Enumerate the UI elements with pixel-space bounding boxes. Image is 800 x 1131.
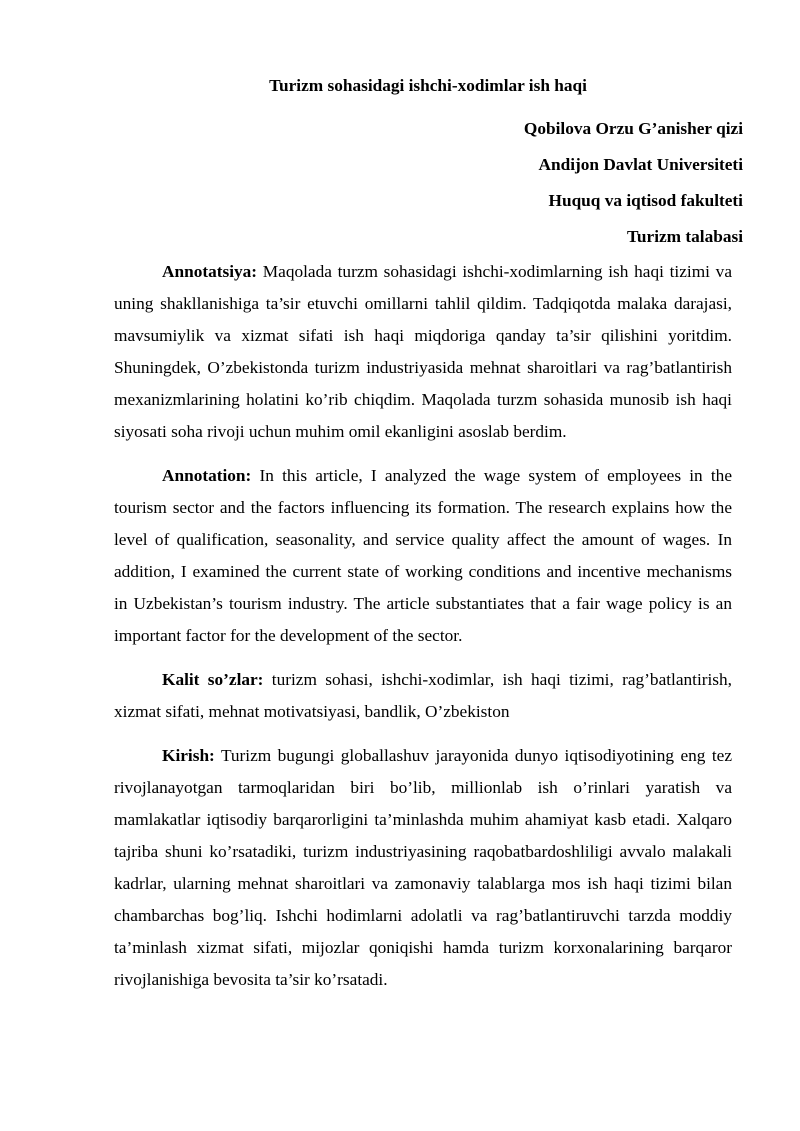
introduction-paragraph xyxy=(114,740,732,996)
author-name: Qobilova Orzu G’anisher qizi xyxy=(523,119,743,138)
keywords-text: turizm sohasi, ishchi-xodimlar, ish haqi tizimi, rag’batlantirish, xizmat sifati, mehnat motivatsiyasi, bandlik, O’zbekiston xyxy=(114,670,732,721)
author-faculty: Huquq va iqtisod fakulteti xyxy=(548,191,743,210)
annotatsiya-text: Maqolada turzm sohasidagi ishchi-xodimlarning ish haqi tizimi va uning shakllanishiga ta’sir etuvchi omillarni tahlil qildim. Tadqiqotda malaka darajasi, mavsumiylik va xizmat sifati ish haqi miqdoriga qanday ta’sir qilishini yoritdim. Shuningdek, O’zbekistonda turizm industriyasida mehnat sharoitlari va rag’batlantirish mexanizmlarining holatini ko’rib chiqdim. Maqolada turzm sohasida munosib ish haqi siyosati soha rivoji uchun muhim omil ekanligini asoslab berdim. xyxy=(114,262,732,441)
keywords-paragraph xyxy=(114,664,732,728)
keywords-label: Kalit so’zlar: xyxy=(162,670,264,689)
introduction-label: Kirish: xyxy=(162,746,215,765)
annotation-label: Annotation: xyxy=(162,466,252,485)
article-title: Turizm sohasidagi ishchi-xodimlar ish haqi xyxy=(269,76,587,95)
annotation-paragraph xyxy=(114,460,732,652)
author-role: Turizm talabasi xyxy=(626,227,743,246)
annotatsiya-paragraph xyxy=(114,256,732,448)
introduction-text: Turizm bugungi globallashuv jarayonida dunyo iqtisodiyotining eng tez rivojlanayotgan tarmoqlaridan biri bo’lib, millionlab ish o’rinlari yaratish va mamlakatlar iqtisodiy barqarorligini ta’minlashda muhim ahamiyat kasb etadi. Xalqaro tajriba shuni ko’rsatadiki, turizm industriyasining raqobatbardoshliligi avvalo malakali kadrlar, ularning mehnat sharoitlari va zamonaviy talablarga mos ish haqi tizimi bilan chambarchas bog’liq. Ishchi hodimlarni adolatli va rag’batlantiruvchi tarzda moddiy ta’minlash xizmat sifati, mijozlar qoniqishi hamda turizm korxonalarining barqaror rivojlanishiga bevosita ta’sir ko’rsatadi. xyxy=(114,746,732,989)
annotatsiya-label: Annotatsiya: xyxy=(162,262,258,281)
author-block xyxy=(524,117,743,261)
article-body xyxy=(114,256,732,996)
author-university: Andijon Davlat Universiteti xyxy=(538,155,743,174)
annotation-text: In this article, I analyzed the wage system of employees in the tourism sector and the factors influencing its formation. The research explains how the level of qualification, seasonality, and service quality affect the amount of wages. In addition, I examined the current state of working conditions and incentive mechanisms in Uzbekistan’s tourism industry. The article substantiates that a fair wage policy is an important factor for the development of the sector. xyxy=(114,466,732,645)
